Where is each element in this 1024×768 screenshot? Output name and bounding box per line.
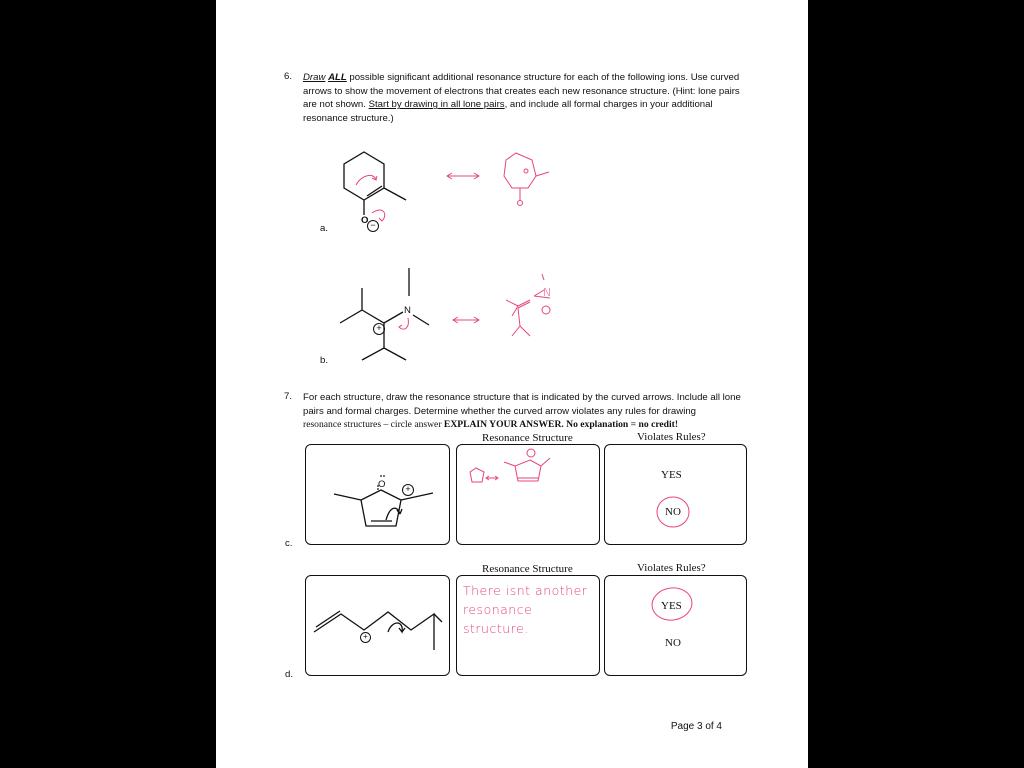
q6a-minus-charge: − [367,220,379,232]
q6-number: 6. [284,71,293,82]
q7d-plus-charge: + [360,632,371,643]
q7d-handwritten-answer: There isnt another resonance structure. [463,583,588,636]
q7d-yes-option[interactable]: YES [661,600,682,612]
q7-part-c: c. [285,538,293,549]
q7d-answer-circle [216,0,808,768]
q7c-oxygen: O [378,479,386,490]
header-resonance-structure-d: Resonance Structure [482,563,573,575]
q7-line3-pre: resonance structures – circle answer [303,419,444,431]
q7-line3-bold: EXPLAIN YOUR ANSWER. No explanation = no credit! [443,419,679,431]
q7-line2: pairs and formal charges. Determine whether the curved arrow violates any rules for drawing [303,405,696,417]
q7-part-d: d. [285,669,294,680]
q6-all: ALL [328,72,347,83]
document-page [216,0,808,768]
q7c-no-option[interactable]: NO [665,506,681,518]
q6-part-a: a. [320,223,329,234]
page-number: Page 3 of 4 [670,721,722,732]
q7-number: 7. [284,391,293,402]
q6-line3-post: , and include all formal charges in your additional [504,99,713,111]
header-resonance-structure-c: Resonance Structure [482,432,573,444]
q7c-yes-option[interactable]: YES [661,469,682,481]
q6-line3-pre: are not shown. [303,99,369,111]
q6-line2: arrows to show the movement of electrons that creates each new resonance structure. (Hint: lone pairs [303,85,740,97]
header-violates-rules-d: Violates Rules? [637,562,706,574]
q6-part-b: b. [320,355,329,366]
q6b-plus-charge: + [373,323,385,335]
q6-line1: possible significant additional resonance structure for each of the following ions. Use curved [346,72,740,83]
q6-line4: resonance structure.) [303,112,394,124]
q7-line1: For each structure, draw the resonance structure that is indicated by the curved arrows. Include all lone [303,392,741,403]
q7c-plus-charge: + [402,484,414,496]
header-violates-rules-c: Violates Rules? [637,431,706,443]
q6b-nitrogen: N [404,305,411,316]
q6-draw: Draw [303,72,326,83]
q6-line3-underlined: Start by drawing in all lone pairs [368,99,505,111]
q6b-answer-n: N [543,286,552,299]
q6a-oxygen: O [361,215,369,226]
q7d-no-option[interactable]: NO [665,637,681,649]
